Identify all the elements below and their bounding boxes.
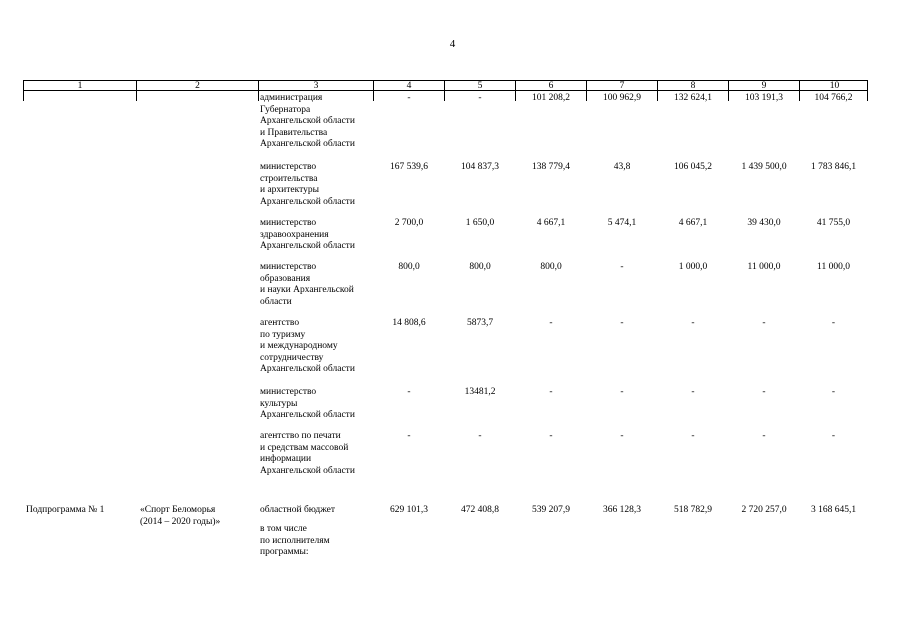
value-cell: 103 191,3 bbox=[745, 93, 783, 103]
header-cell-3: 3 bbox=[259, 81, 374, 90]
value-cell: 4 667,1 bbox=[536, 218, 566, 228]
value-cell: - bbox=[407, 93, 411, 103]
executor-name: министерство образования и науки Архангельской области bbox=[260, 262, 354, 307]
header-cell-5: 5 bbox=[445, 81, 516, 90]
value-cell: 1 783 846,1 bbox=[810, 162, 857, 172]
executor-name: министерство культуры Архангельской области bbox=[260, 387, 355, 421]
value-cell: 2 700,0 bbox=[394, 218, 424, 228]
value-cell: 539 207,9 bbox=[532, 505, 570, 515]
executor-name: министерство строительства и архитектуры Архангельской области bbox=[260, 162, 355, 207]
value-cell: 1 439 500,0 bbox=[741, 162, 787, 172]
value-cell: 11 000,0 bbox=[747, 262, 781, 272]
value-cell: 104 837,3 bbox=[461, 162, 499, 172]
value-cell: 629 101,3 bbox=[390, 505, 428, 515]
executor-name: администрация Губернатора Архангельской области и Правительства Архангельской области bbox=[260, 93, 355, 150]
executor-note: в том числе по исполнителям программы: bbox=[260, 524, 330, 558]
subprogram-label: Подпрограмма № 1 bbox=[26, 505, 105, 515]
value-cell: - bbox=[831, 318, 836, 328]
column-divider bbox=[23, 91, 24, 101]
value-cell: 106 045,2 bbox=[674, 162, 712, 172]
subprogram-title: «Спорт Беломорья (2014 – 2020 годы)» bbox=[140, 505, 221, 527]
header-cell-7: 7 bbox=[587, 81, 658, 90]
value-cell: - bbox=[620, 387, 624, 397]
value-cell: 43,8 bbox=[613, 162, 631, 172]
value-cell: 366 128,3 bbox=[603, 505, 641, 515]
value-cell: 3 168 645,1 bbox=[810, 505, 857, 515]
value-cell: - bbox=[478, 93, 482, 103]
page-number: 4 bbox=[449, 38, 456, 50]
column-divider bbox=[136, 91, 137, 101]
value-cell: 4 667,1 bbox=[678, 218, 708, 228]
value-cell: 5 474,1 bbox=[607, 218, 637, 228]
executor-name: агентство по печати и средствам массовой информации Архангельской области bbox=[260, 431, 355, 476]
value-cell: - bbox=[691, 431, 695, 441]
header-cell-1: 1 bbox=[24, 81, 137, 90]
value-cell: 39 430,0 bbox=[747, 218, 781, 228]
value-cell: - bbox=[478, 431, 482, 441]
value-cell: - bbox=[762, 387, 766, 397]
executor-name: агентство по туризму и международному сотрудничеству Архангельской области bbox=[260, 318, 355, 375]
value-cell: - bbox=[762, 318, 766, 328]
value-cell: 138 779,4 bbox=[532, 162, 570, 172]
value-cell: - bbox=[407, 387, 411, 397]
value-cell: - bbox=[762, 431, 766, 441]
value-cell: 800,0 bbox=[398, 262, 420, 272]
value-cell: 800,0 bbox=[469, 262, 491, 272]
value-cell: - bbox=[549, 318, 553, 328]
value-cell: - bbox=[691, 318, 695, 328]
value-cell: - bbox=[407, 431, 411, 441]
value-cell: 800,0 bbox=[540, 262, 562, 272]
value-cell: 41 755,0 bbox=[816, 218, 851, 228]
value-cell: 14 808,6 bbox=[392, 318, 426, 328]
value-cell: 518 782,9 bbox=[674, 505, 712, 515]
value-cell: 1 000,0 bbox=[678, 262, 708, 272]
value-cell: - bbox=[831, 431, 836, 441]
value-cell: - bbox=[620, 318, 624, 328]
header-cell-9: 9 bbox=[729, 81, 800, 90]
table-header-row bbox=[23, 80, 868, 91]
value-cell: 1 650,0 bbox=[465, 218, 495, 228]
value-cell: 100 962,9 bbox=[603, 93, 641, 103]
value-cell: - bbox=[620, 262, 624, 272]
executor-name: министерство здравоохранения Архангельской области bbox=[260, 218, 355, 252]
funding-source: областной бюджет bbox=[260, 505, 336, 515]
column-divider bbox=[258, 91, 259, 101]
column-divider bbox=[867, 91, 868, 101]
header-cell-10: 10 bbox=[829, 81, 840, 91]
value-cell: 2 720 257,0 bbox=[741, 505, 787, 515]
value-cell: 104 766,2 bbox=[814, 93, 853, 103]
value-cell: - bbox=[549, 431, 553, 441]
value-cell: 132 624,1 bbox=[674, 93, 712, 103]
value-cell: - bbox=[549, 387, 553, 397]
header-cell-2: 2 bbox=[137, 81, 259, 90]
value-cell: - bbox=[691, 387, 695, 397]
value-cell: - bbox=[620, 431, 624, 441]
value-cell: 472 408,8 bbox=[461, 505, 499, 515]
header-cell-6: 6 bbox=[516, 81, 587, 90]
value-cell: 167 539,6 bbox=[390, 162, 428, 172]
header-cell-8: 8 bbox=[658, 81, 729, 90]
value-cell: 5873,7 bbox=[466, 318, 494, 328]
value-cell: 101 208,2 bbox=[532, 93, 570, 103]
value-cell: 13481,2 bbox=[464, 387, 496, 397]
header-cell-4: 4 bbox=[374, 81, 445, 90]
value-cell: 11 000,0 bbox=[817, 262, 850, 272]
value-cell: - bbox=[831, 387, 836, 397]
